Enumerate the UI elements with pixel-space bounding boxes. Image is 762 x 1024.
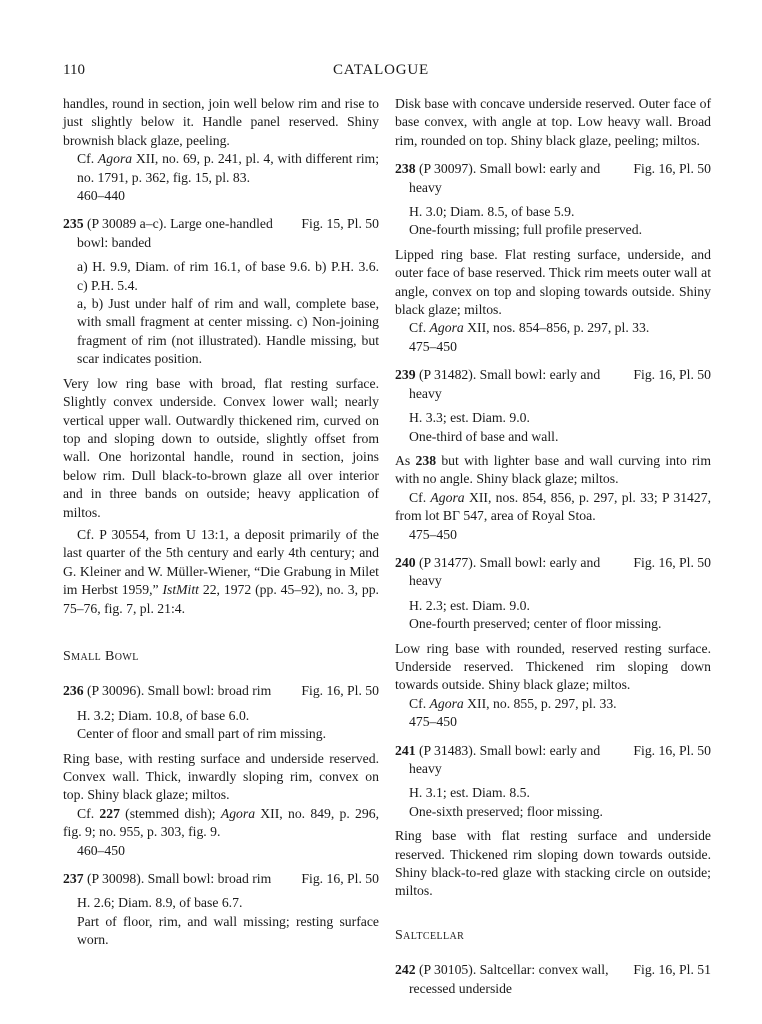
- entry-235-dimensions: a) H. 9.9, Diam. of rim 16.1, of base 9.6. b) P.H. 3.6. c) P.H. 5.4.: [77, 259, 379, 293]
- section-heading-small-bowl: Small Bowl: [63, 648, 139, 664]
- entry-238-heading: 238 (P 30097). Small bowl: early and heavy Fig. 16, Pl. 50: [395, 161, 711, 195]
- figure-reference: Fig. 16, Pl. 50: [301, 871, 379, 887]
- continued-comparanda: Cf. Agora XII, no. 69, p. 241, pl. 4, with different rim; no. 1791, p. 362, fig. 15, pl. 83.: [77, 151, 380, 185]
- entry-235-description: Very low ring base with broad, flat resting surface. Slightly convex underside. Convex lower wall; nearly vertical upper wall. Outwardly thickened rim, curved on top and sloping down to outside, slightly offset from wall. One horizontal handle, round in section, joins below rim. Dull black-to-brown glaze all over interior and in three bands on outside; heavy application of miltos.: [63, 375, 379, 520]
- entry-239-description: As 238 but with lighter base and wall curving into rim with no angle. Shiny black glaze; miltos.: [395, 452, 711, 487]
- entry-240-dimensions: H. 2.3; est. Diam. 9.0.: [409, 597, 530, 613]
- entry-238-date: 475–450: [409, 338, 457, 354]
- entry-240-heading: 240 (P 31477). Small bowl: early and heavy Fig. 16, Pl. 50: [395, 554, 711, 589]
- continued-description: handles, round in section, join well below rim and rise to just slightly below it. Handle panel reserved. Shiny brownish black glaze, peeling.: [63, 96, 379, 148]
- entry-240-description: Low ring base with rounded, reserved resting surface. Underside reserved. Thickened rim sloping down towards outside. Shiny black glaze; miltos.: [395, 640, 711, 693]
- entry-241-condition: One-sixth preserved; floor missing.: [409, 803, 603, 819]
- entry-239-dimensions: H. 3.3; est. Diam. 9.0.: [409, 410, 530, 426]
- entry-239-condition: One-third of base and wall.: [409, 428, 559, 444]
- entry-239-heading: 239 (P 31482). Small bowl: early and heavy Fig. 16, Pl. 50: [395, 367, 711, 401]
- entry-239-comparanda: Cf. Agora XII, nos. 854, 856, p. 297, pl. 33; P 31427, from lot ΒΓ 547, area of Royal Stoa.: [395, 489, 711, 524]
- right-column: [395, 95, 711, 998]
- figure-reference: Fig. 16, Pl. 50: [633, 742, 711, 758]
- figure-reference: Fig. 16, Pl. 50: [633, 367, 711, 383]
- entry-236-date: 460–450: [77, 842, 125, 858]
- entry-238-description: Lipped ring base. Flat resting surface, underside, and outer face of base reserved. Thick rim meets outer wall at angle, convex on top and sloping towards outside. Shiny black glaze; miltos.: [395, 246, 711, 318]
- entry-240-condition: One-fourth preserved; center of floor missing.: [409, 616, 662, 632]
- entry-236-heading: 236 (P 30096). Small bowl: broad rim Fig. 16, Pl. 50: [63, 682, 379, 700]
- entry-237-heading: 237 (P 30098). Small bowl: broad rim Fig. 16, Pl. 50: [63, 870, 379, 888]
- figure-reference: Fig. 16, Pl. 50: [633, 554, 711, 570]
- entry-236-description: Ring base, with resting surface and underside reserved. Convex wall. Thick, inwardly sloping rim, convex on top. Shiny black glaze; miltos.: [63, 750, 379, 803]
- entry-235-comparanda: Cf. P 30554, from U 13:1, a deposit primarily of the last quarter of the 5th century and early 4th century; and G. Kleiner and W. Müller-Wiener, “Die Grabung in Milet im Herbst 1959,” IstMitt 22, 1972 (pp. 45–92), no. 3, pp. 75–76, fig. 7, pl. 21:4.: [63, 526, 379, 616]
- entry-238-dimensions: H. 3.0; Diam. 8.5, of base 5.9.: [409, 204, 575, 220]
- entry-235-heading: 235 (P 30089 a–c). Large one-handled bowl: banded Fig. 15, Pl. 50: [63, 216, 379, 250]
- figure-reference: Fig. 16, Pl. 51: [633, 962, 711, 978]
- running-head: CATALOGUE: [333, 62, 429, 78]
- continued-date: 460–440: [77, 188, 125, 204]
- entry-236-dimensions: H. 3.2; Diam. 10.8, of base 6.0.: [77, 707, 250, 723]
- entry-241-heading: 241 (P 31483). Small bowl: early and heavy Fig. 16, Pl. 50: [395, 742, 711, 776]
- page-number: 110: [63, 62, 85, 78]
- figure-reference: Fig. 16, Pl. 50: [301, 683, 379, 699]
- section-heading-saltcellar: Saltcellar: [395, 927, 465, 943]
- entry-237-condition: Part of floor, rim, and wall missing; resting surface worn.: [77, 913, 379, 948]
- entry-239-date: 475–450: [409, 526, 457, 542]
- entry-241-dimensions: H. 3.1; est. Diam. 8.5.: [409, 785, 530, 801]
- entry-238-comparanda: Cf. Agora XII, nos. 854–856, p. 297, pl. 33.: [409, 320, 650, 336]
- left-column: [63, 95, 379, 950]
- entry-240-comparanda: Cf. Agora XII, no. 855, p. 297, pl. 33.: [409, 695, 617, 711]
- entry-238-condition: One-fourth missing; full profile preserved.: [409, 222, 643, 238]
- entry-236-comparanda: Cf. 227 (stemmed dish); Agora XII, no. 849, p. 296, fig. 9; no. 955, p. 303, fig. 9.: [63, 805, 380, 840]
- figure-reference: Fig. 15, Pl. 50: [301, 216, 379, 232]
- entry-240-date: 475–450: [409, 714, 457, 730]
- entry-241-description: Ring base with flat resting surface and underside reserved. Thickened rim sloping down towards outside. Shiny black-to-red glaze with stacking circle on outside; miltos.: [395, 828, 711, 899]
- entry-237-description: Disk base with concave underside reserved. Outer face of base convex, with angle at top. Low heavy wall. Broad rim, rounded on top. Shiny black glaze, peeling; miltos.: [395, 96, 711, 148]
- entry-242-heading: 242 (P 30105). Saltcellar: convex wall, recessed underside Fig. 16, Pl. 51: [395, 962, 711, 996]
- entry-236-condition: Center of floor and small part of rim missing.: [77, 726, 326, 742]
- entry-237-dimensions: H. 2.6; Diam. 8.9, of base 6.7.: [77, 895, 243, 911]
- figure-reference: Fig. 16, Pl. 50: [633, 161, 711, 177]
- entry-235-condition: a, b) Just under half of rim and wall, complete base, with small fragment at center missing. c) Non-joining fragment of rim (not illustrated). Handle missing, but scar indicates position.: [77, 296, 379, 367]
